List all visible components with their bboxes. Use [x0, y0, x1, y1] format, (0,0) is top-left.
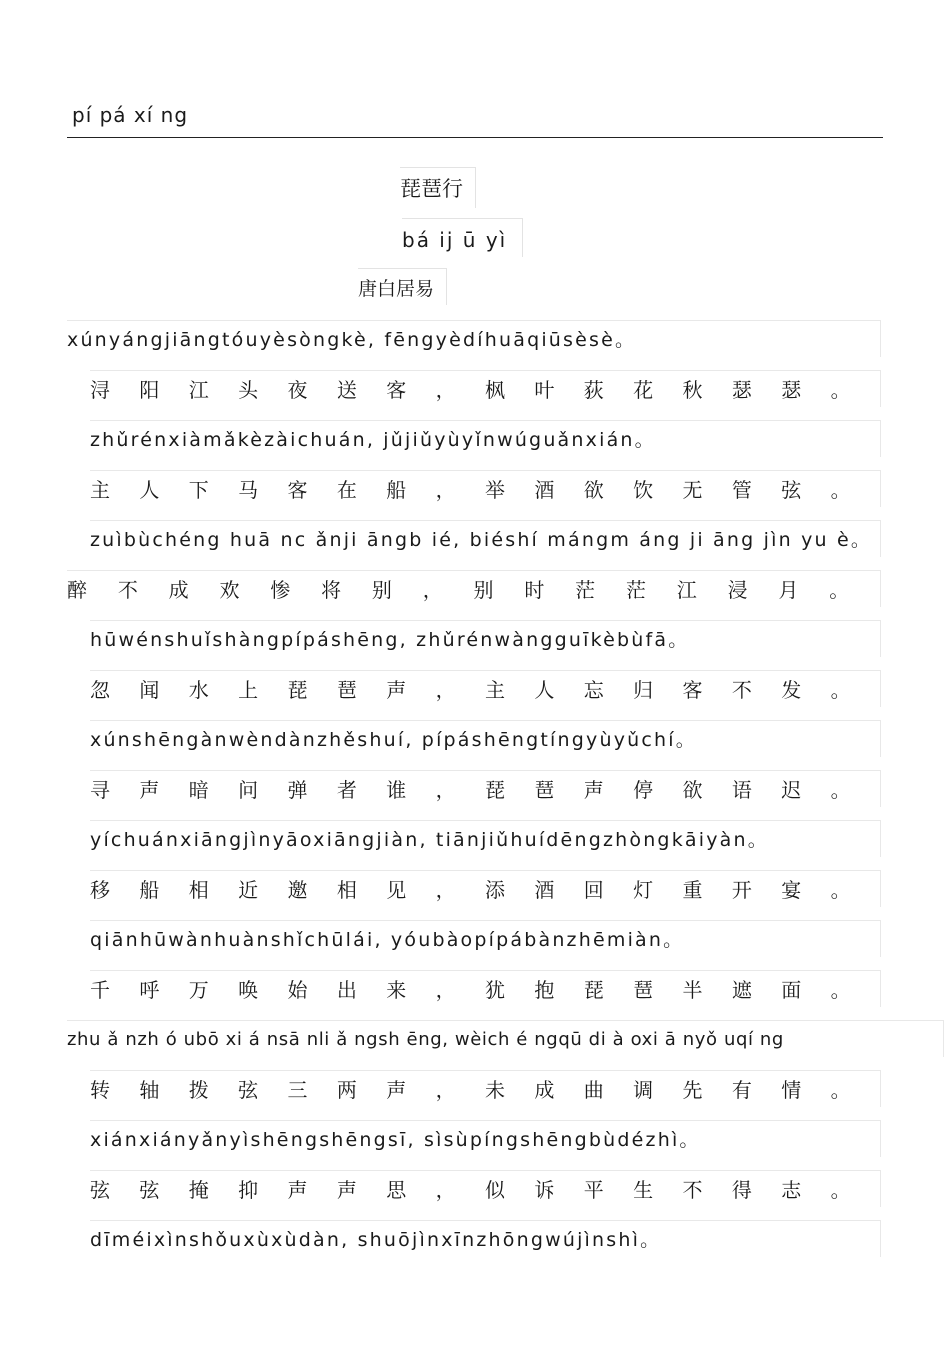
hanzi-char: 琵 — [583, 978, 604, 1002]
hanzi-char: 者 — [336, 778, 357, 802]
hanzi-char: 来 — [386, 978, 407, 1002]
hanzi-char: 犹 — [485, 978, 505, 1002]
hanzi-char: 客 — [287, 478, 308, 502]
hanzi-char: 酒 — [534, 878, 555, 902]
hanzi-char: 。 — [830, 878, 851, 902]
hanzi-char: 声 — [583, 778, 604, 802]
hanzi-char: 。 — [829, 578, 850, 602]
hanzi-char: 。 — [830, 678, 851, 702]
hanzi-char: 谁 — [386, 778, 407, 802]
hanzi-char: 江 — [188, 378, 209, 402]
hanzi-char: 举 — [485, 478, 505, 502]
hanzi-char: 抱 — [534, 978, 555, 1002]
hanzi-char: 万 — [188, 978, 209, 1002]
hanzi-char: 瑟 — [781, 378, 802, 402]
hanzi-char: 生 — [633, 1178, 654, 1202]
hanzi-char: 浔 — [90, 378, 110, 402]
hanzi-char: 出 — [336, 978, 357, 1002]
hanzi-char: 别 — [473, 578, 494, 602]
hanzi-char: 先 — [682, 1078, 703, 1102]
hanzi-char: 茫 — [575, 578, 596, 602]
hanzi-char: 惨 — [270, 578, 291, 602]
hanzi-char: 水 — [188, 678, 209, 702]
hanzi-char: 回 — [583, 878, 604, 902]
hanzi-char: 管 — [731, 478, 752, 502]
hanzi-char: 拨 — [188, 1078, 209, 1102]
hanzi-char: 弦 — [90, 1178, 110, 1202]
hanzi-char: 欲 — [583, 478, 604, 502]
hanzi-char: 掩 — [188, 1178, 209, 1202]
hanzi-char: 别 — [371, 578, 392, 602]
hanzi-char: 无 — [682, 478, 703, 502]
hanzi-char: 移 — [90, 878, 110, 902]
hanzi-char: 闻 — [139, 678, 160, 702]
hanzi-char: 相 — [188, 878, 209, 902]
hanzi-char: ， — [435, 978, 456, 1002]
hanzi-char: 曲 — [583, 1078, 604, 1102]
hanzi-char: 转 — [90, 1078, 110, 1102]
hanzi-char: 思 — [386, 1178, 407, 1202]
hanzi-char: 欲 — [682, 778, 703, 802]
hanzi-char: 千 — [90, 978, 110, 1002]
hanzi-line — [90, 1170, 881, 1207]
hanzi-line — [90, 470, 881, 507]
hanzi-char: 。 — [830, 978, 851, 1002]
hanzi-char: 声 — [386, 678, 407, 702]
hanzi-char: 调 — [633, 1078, 654, 1102]
hanzi-line — [67, 570, 881, 607]
pinyin-line: xúnyángjiāngtóuyèsòngkè, fēngyèdíhuāqiūsèsè。 — [67, 320, 881, 357]
page-header-pinyin: pí pá xí ng — [72, 103, 189, 127]
hanzi-char: 重 — [682, 878, 703, 902]
hanzi-char: 琶 — [633, 978, 654, 1002]
hanzi-char: 人 — [139, 478, 160, 502]
pinyin-line: qiānhūwànhuànshǐchūlái, yóubàopípábànzhēmiàn。 — [90, 920, 881, 957]
hanzi-char: 遮 — [731, 978, 752, 1002]
hanzi-char: 花 — [633, 378, 654, 402]
poem-title: 琵琶行 — [400, 167, 476, 208]
pinyin-line: yíchuánxiāngjìnyāoxiāngjiàn, tiānjiǔhuídēngzhòngkāiyàn。 — [90, 820, 881, 857]
hanzi-char: 弹 — [287, 778, 308, 802]
hanzi-char: 轴 — [139, 1078, 160, 1102]
hanzi-line — [90, 770, 881, 807]
hanzi-char: 饮 — [633, 478, 654, 502]
hanzi-char: ， — [422, 578, 443, 602]
hanzi-char: 。 — [830, 478, 851, 502]
hanzi-char: 声 — [386, 1078, 407, 1102]
hanzi-char: 半 — [682, 978, 703, 1002]
hanzi-char: 面 — [781, 978, 802, 1002]
hanzi-char: 忽 — [90, 678, 110, 702]
pinyin-line: xiánxiányǎnyìshēngshēngsī, sìsùpíngshēngbùdézhì。 — [90, 1120, 881, 1157]
hanzi-char: 欢 — [219, 578, 240, 602]
hanzi-char: 归 — [633, 678, 654, 702]
hanzi-char: 上 — [238, 678, 259, 702]
pinyin-line: zhu ǎ nzh ó ubō xi á nsā nli ǎ ngsh ēng, wèich é ngqū di à oxi ā nyǒ uqí ng — [67, 1020, 944, 1057]
hanzi-char: 阳 — [139, 378, 160, 402]
hanzi-char: 暗 — [188, 778, 209, 802]
hanzi-char: 茫 — [625, 578, 646, 602]
hanzi-char: 时 — [524, 578, 545, 602]
hanzi-char: 下 — [188, 478, 209, 502]
hanzi-char: 成 — [534, 1078, 555, 1102]
hanzi-char: 马 — [238, 478, 259, 502]
hanzi-char: 成 — [168, 578, 189, 602]
hanzi-char: 客 — [682, 678, 703, 702]
hanzi-char: 在 — [336, 478, 357, 502]
hanzi-char: 头 — [238, 378, 259, 402]
hanzi-char: 琵 — [287, 678, 308, 702]
hanzi-char: 似 — [485, 1178, 505, 1202]
hanzi-char: 声 — [139, 778, 160, 802]
hanzi-char: 船 — [139, 878, 160, 902]
hanzi-char: 未 — [485, 1078, 505, 1102]
hanzi-char: 船 — [386, 478, 407, 502]
hanzi-char: 不 — [731, 678, 752, 702]
hanzi-char: ， — [435, 478, 456, 502]
hanzi-line — [90, 870, 881, 907]
hanzi-char: 问 — [238, 778, 259, 802]
hanzi-char: 琶 — [336, 678, 357, 702]
hanzi-char: 弦 — [238, 1078, 259, 1102]
hanzi-char: 添 — [485, 878, 505, 902]
hanzi-char: 叶 — [534, 378, 555, 402]
hanzi-char: 邀 — [287, 878, 308, 902]
hanzi-char: ， — [435, 778, 456, 802]
hanzi-char: 。 — [830, 1178, 851, 1202]
hanzi-char: 停 — [633, 778, 654, 802]
hanzi-char: 不 — [117, 578, 138, 602]
pinyin-line: zuìbùchéng huā nc ǎnji āngb ié, biéshí mángm áng ji āng jìn yu è。 — [90, 520, 881, 557]
hanzi-char: 不 — [682, 1178, 703, 1202]
hanzi-char: 夜 — [287, 378, 308, 402]
hanzi-char: 主 — [90, 478, 110, 502]
hanzi-char: 呼 — [139, 978, 160, 1002]
hanzi-char: 迟 — [781, 778, 802, 802]
hanzi-char: 发 — [781, 678, 802, 702]
hanzi-char: 声 — [287, 1178, 308, 1202]
pinyin-line: dīméixìnshǒuxùxùdàn, shuōjìnxīnzhōngwújìnshì。 — [90, 1220, 881, 1257]
hanzi-char: 声 — [336, 1178, 357, 1202]
hanzi-char: 近 — [238, 878, 259, 902]
hanzi-char: ， — [435, 678, 456, 702]
hanzi-char: 两 — [336, 1078, 357, 1102]
hanzi-char: 醉 — [67, 578, 87, 602]
pinyin-line: xúnshēngànwèndànzhěshuí, pípáshēngtíngyùyǔchí。 — [90, 720, 881, 757]
hanzi-char: 将 — [321, 578, 342, 602]
author-pinyin: bá ij ū yì — [402, 218, 523, 257]
hanzi-char: 相 — [336, 878, 357, 902]
hanzi-char: 荻 — [583, 378, 604, 402]
hanzi-char: 忘 — [583, 678, 604, 702]
hanzi-char: 诉 — [534, 1178, 555, 1202]
hanzi-char: 客 — [386, 378, 407, 402]
header-divider — [67, 137, 883, 138]
hanzi-char: 唤 — [238, 978, 259, 1002]
hanzi-char: 始 — [287, 978, 308, 1002]
hanzi-char: 瑟 — [731, 378, 752, 402]
hanzi-char: 送 — [336, 378, 357, 402]
hanzi-char: 情 — [781, 1078, 802, 1102]
hanzi-char: 开 — [731, 878, 752, 902]
hanzi-line — [90, 670, 881, 707]
hanzi-char: 有 — [731, 1078, 752, 1102]
hanzi-char: 人 — [534, 678, 555, 702]
hanzi-char: 见 — [386, 878, 407, 902]
hanzi-char: 弦 — [781, 478, 802, 502]
hanzi-char: 得 — [731, 1178, 752, 1202]
hanzi-char: 主 — [485, 678, 505, 702]
hanzi-char: 平 — [583, 1178, 604, 1202]
hanzi-char: 抑 — [238, 1178, 259, 1202]
hanzi-char: 语 — [731, 778, 752, 802]
hanzi-char: ， — [435, 378, 456, 402]
hanzi-char: 琶 — [534, 778, 555, 802]
hanzi-char: ， — [435, 878, 456, 902]
hanzi-line — [90, 1070, 881, 1107]
hanzi-char: 三 — [287, 1078, 308, 1102]
hanzi-char: 秋 — [682, 378, 703, 402]
hanzi-char: 月 — [778, 578, 799, 602]
pinyin-line: zhǔrénxiàmǎkèzàichuán, jǔjiǔyùyǐnwúguǎnxián。 — [90, 420, 881, 457]
poem-author: 唐白居易 — [358, 268, 447, 305]
hanzi-line — [90, 970, 881, 1007]
hanzi-line — [90, 370, 881, 407]
hanzi-char: 琵 — [485, 778, 505, 802]
hanzi-char: 志 — [781, 1178, 802, 1202]
hanzi-char: 灯 — [633, 878, 654, 902]
hanzi-char: 弦 — [139, 1178, 160, 1202]
pinyin-line: hūwénshuǐshàngpípáshēng, zhǔrénwàngguīkèbùfā。 — [90, 620, 881, 657]
hanzi-char: ， — [435, 1178, 456, 1202]
hanzi-char: 枫 — [485, 378, 505, 402]
hanzi-char: 酒 — [534, 478, 555, 502]
hanzi-char: 浸 — [727, 578, 748, 602]
hanzi-char: 寻 — [90, 778, 110, 802]
hanzi-char: 江 — [676, 578, 697, 602]
hanzi-char: 。 — [830, 1078, 851, 1102]
hanzi-char: 。 — [830, 378, 851, 402]
hanzi-char: 。 — [830, 778, 851, 802]
hanzi-char: ， — [435, 1078, 456, 1102]
hanzi-char: 宴 — [781, 878, 802, 902]
